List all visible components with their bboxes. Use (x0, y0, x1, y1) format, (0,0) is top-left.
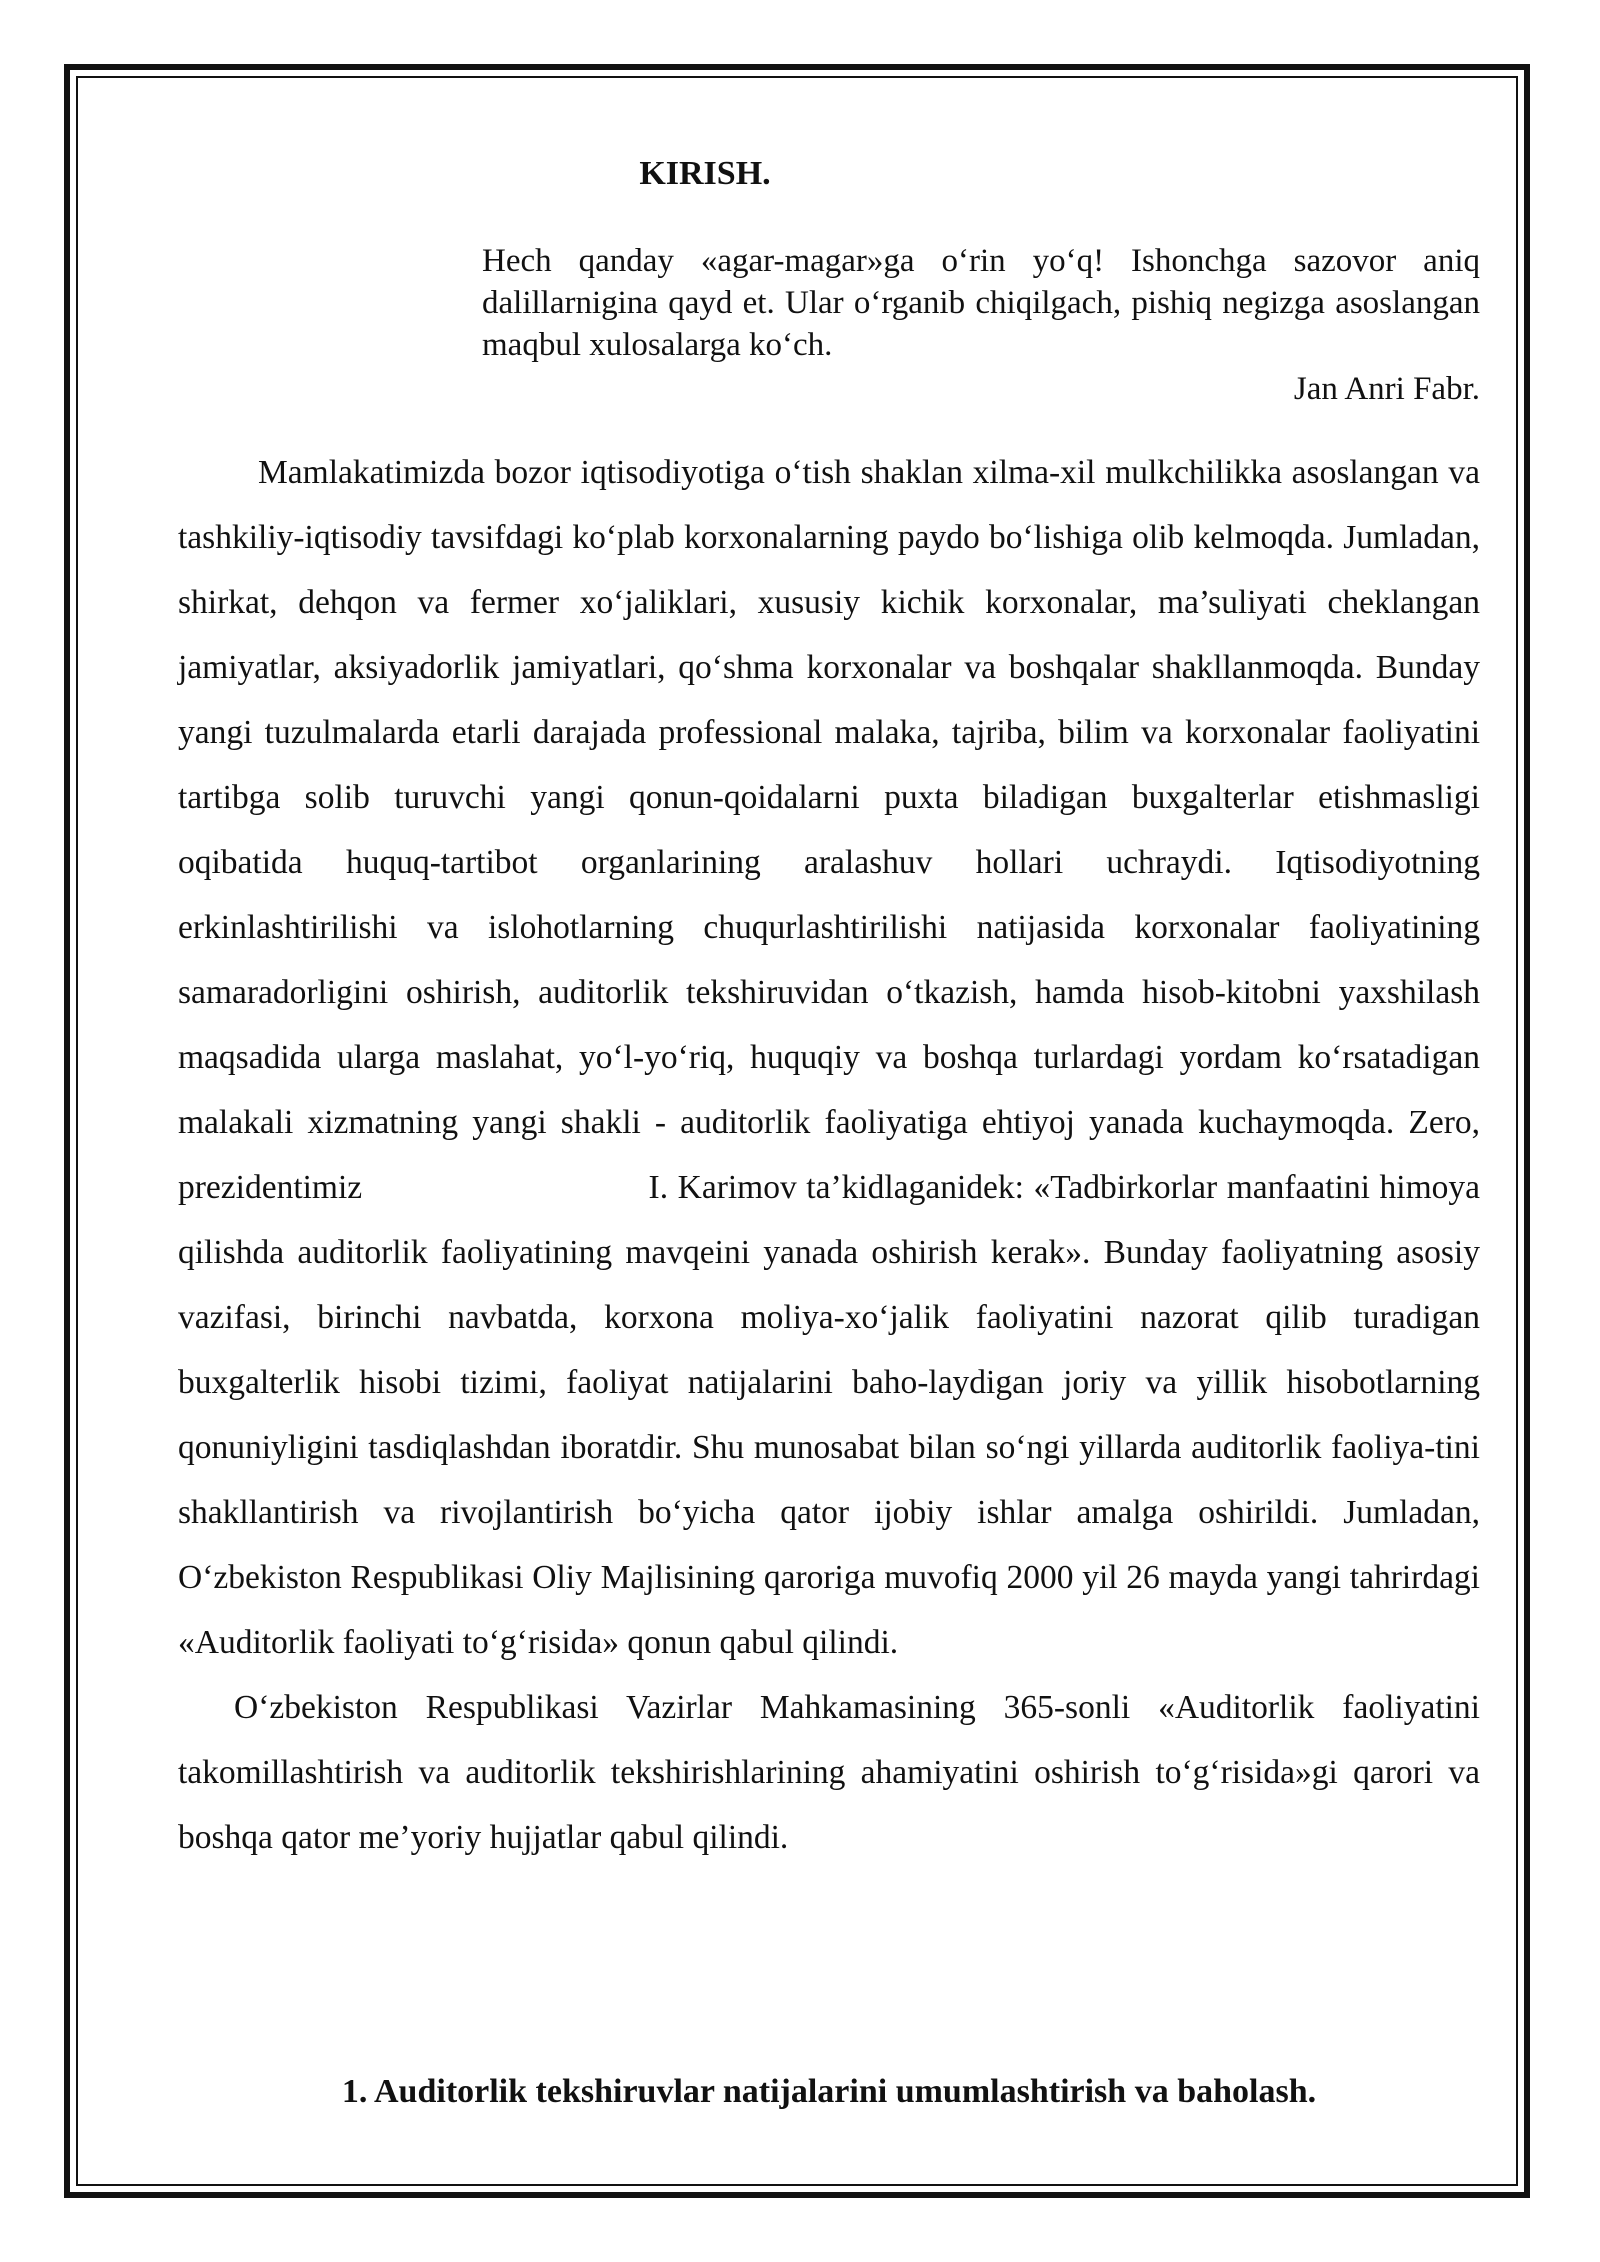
paragraph-1: Mamlakatimizda bozor iqtisodiyotiga o‘tish shaklan xilma-xil mulkchilikka asoslangan va tashkiliy-iqtisodiy tavsifdagi ko‘plab korxonalarning paydo bo‘lishiga olib kelmoqda. Jumladan, shirkat, dehqon va fermer xo‘jaliklari, xususiy kichik korxonalar, ma’suliyati cheklangan jamiyatlar, aksiyadorlik jamiyatlari, qo‘shma korxonalar va boshqalar shakllanmoqda. Bunday yangi tuzulmalarda etarli darajada professional malaka, tajriba, bilim va korxonalar faoliyatini tartibga solib turuvchi yangi qonun-qoidalarni puxta biladigan buxgalterlar etishmasligi oqibatida huquq-tartibot organlarining aralashuv hollari uchraydi. Iqtisodiyotning erkinlashtirilishi va islohotlarning chuqurlashtirilishi natijasida korxonalar faoliyatining samaradorligini oshirish, auditorlik tekshiruvidan o‘tkazish, hamda hisob-kitobni yaxshilash maqsadida ularga maslahat, yo‘l-yo‘riq, huquqiy va boshqa turlardagi yordam ko‘rsatadigan malakali xizmatning yangi shakli - auditorlik faoliyatiga ehtiyoj yanada kuchaymoqda. Zero, prezidentimiz I. Karimov ta’kidlaganidek: «Tadbirkorlar manfaatini himoya qilishda auditorlik faoliyatining mavqeini yanada oshirish kerak». Bunday faoliyatning asosiy vazifasi, birinchi navbatda, korxona moliya-xo‘jalik faoliyatini nazorat qilib turadigan buxgalterlik hisobi tizimi, faoliyat natijalarini baho-laydigan joriy va yillik hisobotlarning qonuniyligini tasdiqlashdan iboratdir. Shu munosabat bilan so‘ngi yillarda auditorlik faoliya-tini shakllantirish va rivojlantirish bo‘yicha qator ijobiy ishlar amalga oshirildi. Jumladan, O‘zbekiston Respublikasi Oliy Majlisining qaroriga muvofiq 2000 yil 26 mayda yangi tahrirdagi «Auditorlik faoliyati to‘g‘risida» qonun qabul qilindi. (178, 454, 1489, 1661)
document-title: KIRISH. (639, 155, 771, 192)
paragraph-2: O‘zbekiston Respublikasi Vazirlar Mahkamasining 365-sonli «Auditorlik faoliyatini takomillashtirish va auditorlik tekshirishlarining ahamiyatini oshirish to‘g‘risida»gi qarori va boshqa qator me’yoriy hujjatlar qabul qilindi. (178, 1689, 1480, 1856)
body-text (178, 440, 1489, 1870)
epigraph-author: Jan Anri Fabr. (1293, 371, 1480, 407)
epigraph-quote: Hech qanday «agar-magar»ga o‘rin yo‘q! Ishonchga sazovor aniq dalillarnigina qayd et. Ular o‘rganib chiqilgach, pishiq negizga asoslangan maqbul xulosalarga ko‘ch. (482, 243, 1480, 363)
section-heading: 1. Auditorlik tekshiruvlar natijalarini umumlashtirish va baholash. (341, 2073, 1317, 2110)
